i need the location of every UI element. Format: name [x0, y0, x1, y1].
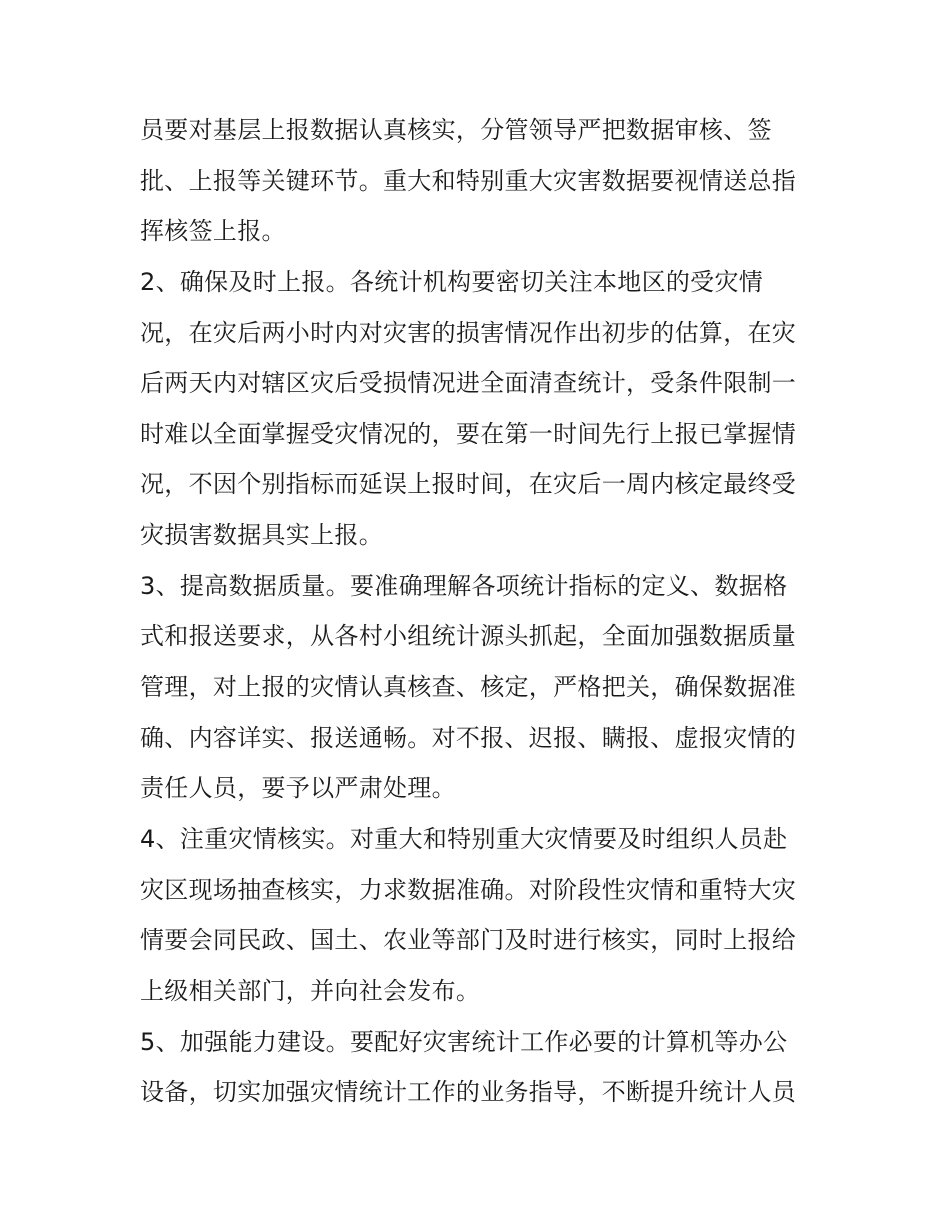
text-line: 员要对基层上报数据认真核实，分管领导严把数据审核、签 [140, 116, 772, 144]
text-line: 式和报送要求，从各村小组统计源头抓起，全面加强数据质量 [140, 622, 797, 650]
text-line: 确、内容详实、报送通畅。对不报、迟报、瞒报、虚报灾情的 [140, 724, 797, 752]
text-line: 上级相关部门，并向社会发布。 [140, 977, 481, 1005]
text-line: 时难以全面掌握受灾情况的，要在第一时间先行上报已掌握情 [140, 420, 797, 448]
text-line: 况，不因个别指标而延误上报时间，在灾后一周内核定最终受 [140, 470, 797, 498]
text-line: 管理，对上报的灾情认真核查、核定，严格把关，确保数据准 [140, 673, 797, 701]
text-line: 3、提高数据质量。要准确理解各项统计指标的定义、数据格 [140, 572, 788, 600]
text-line: 灾区现场抽查核实，力求数据准确。对阶段性灾情和重特大灾 [140, 876, 797, 904]
text-line: 挥核签上报。 [140, 217, 286, 245]
text-line: 设备，切实加强灾情统计工作的业务指导，不断提升统计人员 [140, 1078, 797, 1106]
text-line: 灾损害数据具实上报。 [140, 521, 383, 549]
text-line: 责任人员，要予以严肃处理。 [140, 774, 456, 802]
text-line: 批、上报等关键环节。重大和特别重大灾害数据要视情送总指 [140, 167, 797, 195]
text-line: 4、注重灾情核实。对重大和特别重大灾情要及时组织人员赴 [140, 825, 788, 853]
text-line: 况，在灾后两小时内对灾害的损害情况作出初步的估算，在灾 [140, 319, 797, 347]
text-line: 后两天内对辖区灾后受损情况进全面清查统计，受条件限制一 [140, 369, 797, 397]
text-line: 情要会同民政、国土、农业等部门及时进行核实，同时上报给 [140, 926, 797, 954]
text-line: 2、确保及时上报。各统计机构要密切关注本地区的受灾情 [140, 268, 764, 296]
text-line: 5、加强能力建设。要配好灾害统计工作必要的计算机等办公 [140, 1028, 788, 1056]
